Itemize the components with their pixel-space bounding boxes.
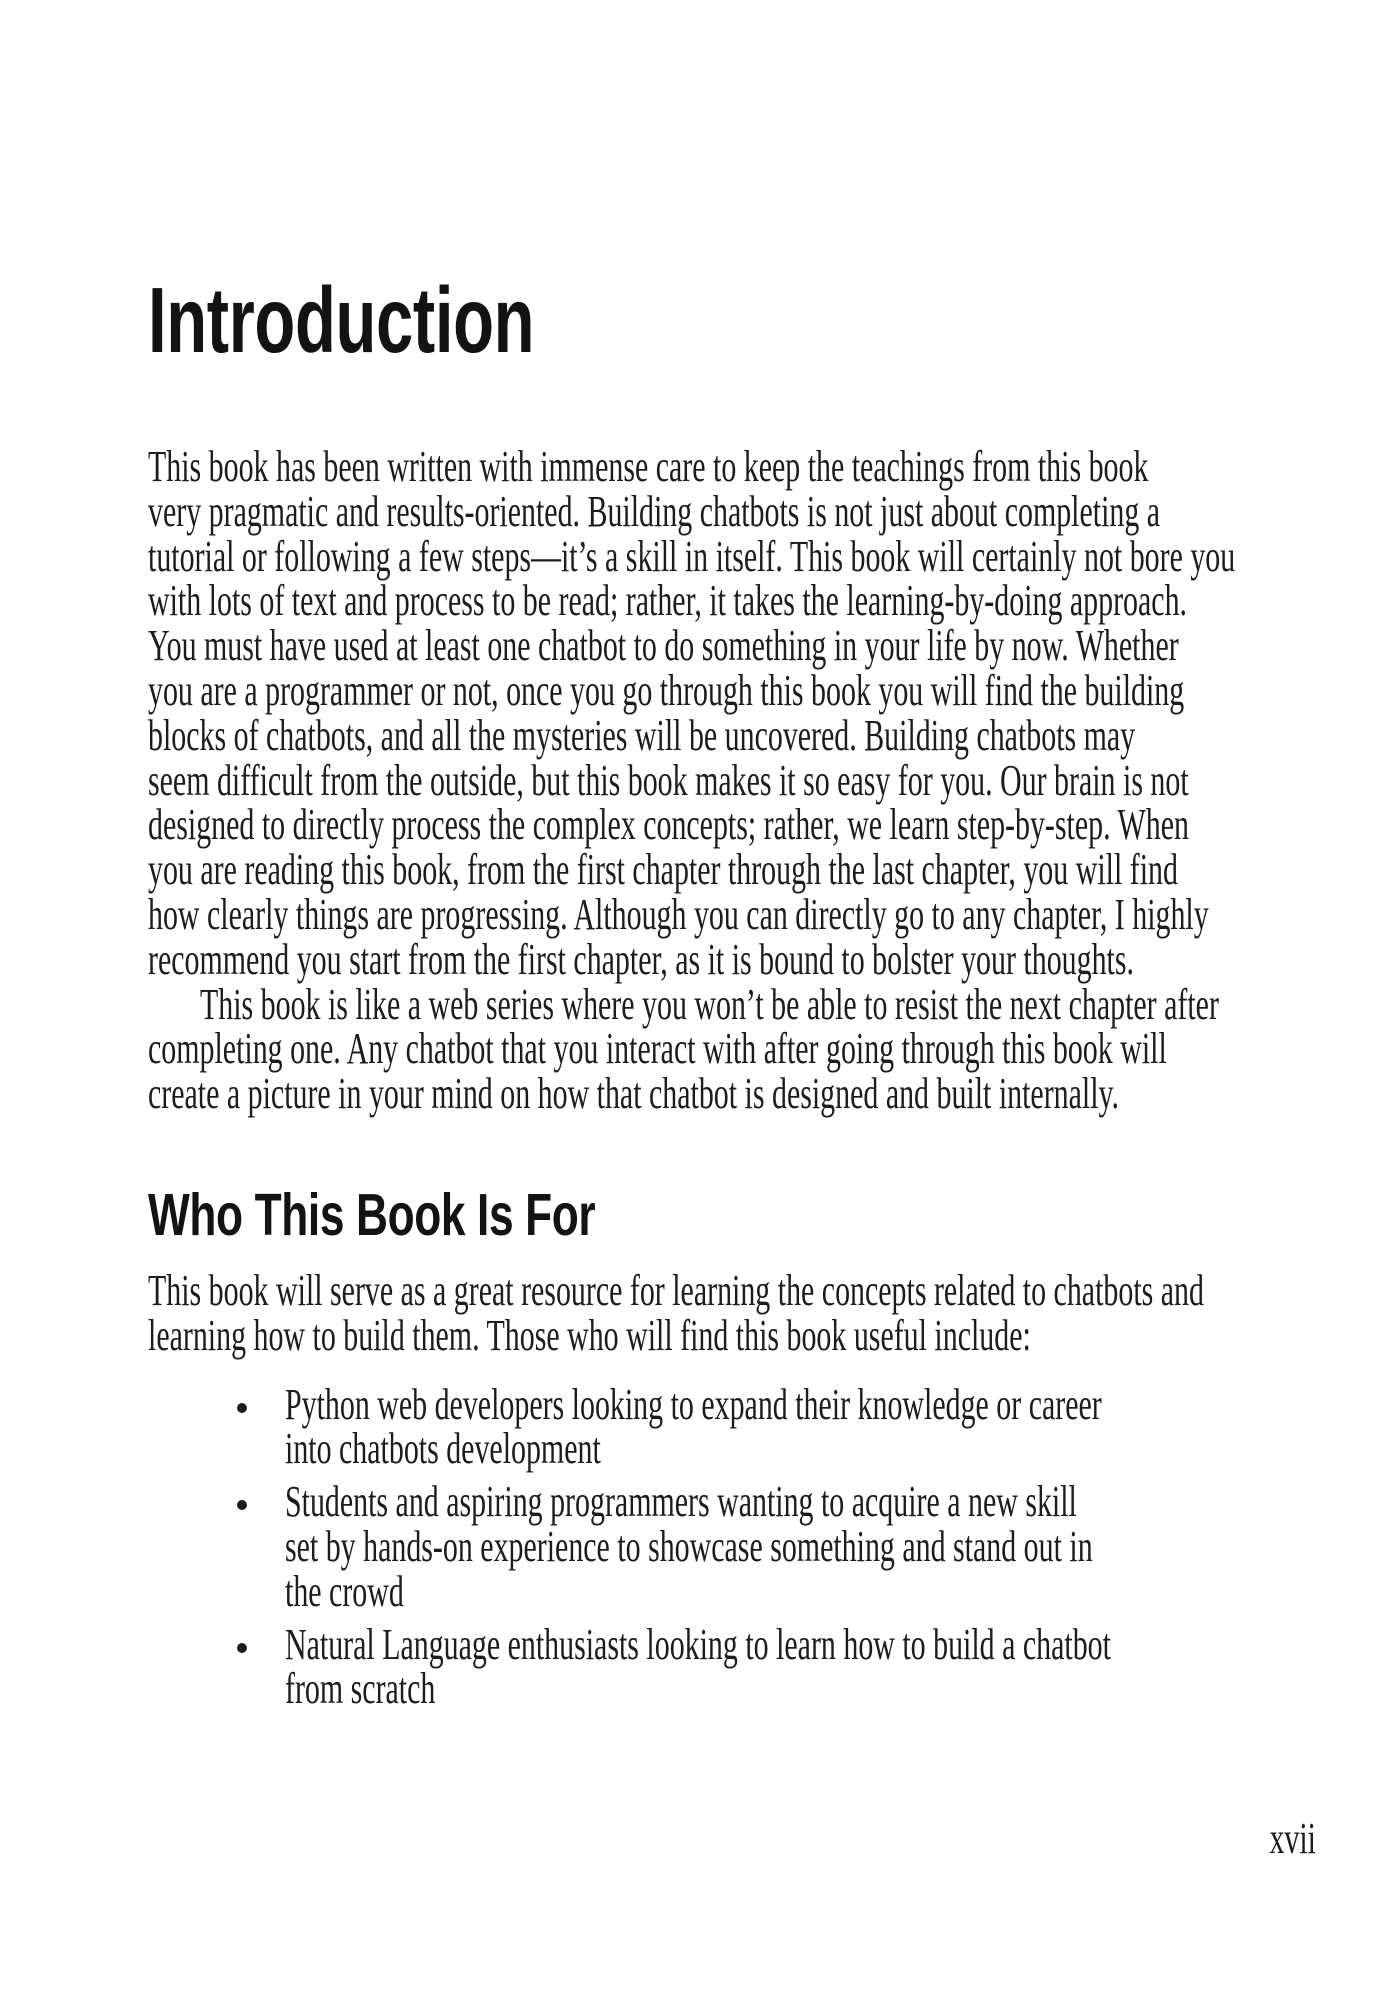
bullet-text: [285, 1477, 1300, 1616]
intro-section: [148, 442, 1300, 1119]
text-line: tutorial or following a few steps—it’s a skill in itself. This book will certainly not bore you: [148, 531, 1236, 581]
text-line: create a picture in your mind on how that chatbot is designed and built internally.: [148, 1069, 1120, 1119]
list-item: [148, 1619, 1300, 1714]
text-line: recommend you start from the first chapter, as it is bound to bolster your thoughts.: [148, 934, 1134, 984]
section-heading: Who This Book Is For: [148, 1181, 596, 1248]
text-line: into chatbots development: [285, 1424, 601, 1474]
text-line: designed to directly process the complex concepts; rather, we learn step-by-step. When: [148, 800, 1189, 850]
text-line: learning how to build them. Those who will find this book useful include:: [148, 1310, 1031, 1360]
text-line: with lots of text and process to be read; rather, it takes the learning-by-doing approach.: [148, 576, 1188, 626]
text-line: This book is like a web series where you won’t be able to resist the next chapter after: [200, 979, 1219, 1029]
paragraph: [148, 1265, 1300, 1360]
paragraph: [148, 979, 1300, 1119]
bullet-dot-icon: [237, 1623, 285, 1653]
text-line: you are a programmer or not, once you go through this book you will find the building: [148, 665, 1185, 715]
text-line: Python web developers looking to expand their knowledge or career: [285, 1379, 1102, 1429]
list-item: [148, 1379, 1300, 1474]
list-item: [148, 1477, 1300, 1616]
text-line: You must have used at least one chatbot to do something in your life by now. Whether: [148, 621, 1179, 671]
page-number: xvii: [1269, 1814, 1316, 1864]
text-line: very pragmatic and results-oriented. Building chatbots is not just about completing a: [148, 486, 1161, 536]
text-line: Students and aspiring programmers wanting to acquire a new skill: [285, 1477, 1077, 1527]
audience-bullet-list: [148, 1379, 1300, 1714]
chapter-title: Introduction: [148, 268, 535, 372]
text-line: completing one. Any chatbot that you interact with after going through this book will: [148, 1024, 1167, 1074]
text-line: how clearly things are progressing. Although you can directly go to any chapter, I highly: [148, 889, 1209, 939]
text-line: set by hands-on experience to showcase something and stand out in: [285, 1521, 1093, 1571]
paragraph: [148, 442, 1300, 984]
bullet-dot-icon: [237, 1383, 285, 1413]
text-line: This book has been written with immense care to keep the teachings from this book: [148, 442, 1149, 491]
text-line: Natural Language enthusiasts looking to learn how to build a chatbot: [285, 1619, 1111, 1669]
text-line: This book will serve as a great resource for learning the concepts related to chatbots and: [148, 1265, 1204, 1315]
bullet-text: [285, 1379, 1300, 1474]
text-line: seem difficult from the outside, but this book makes it so easy for you. Our brain is not: [148, 755, 1189, 805]
text-line: blocks of chatbots, and all the mysteries will be uncovered. Building chatbots may: [148, 710, 1136, 760]
text-line: from scratch: [285, 1664, 436, 1714]
bullet-text: [285, 1619, 1300, 1714]
bullet-dot-icon: [237, 1480, 285, 1510]
text-line: you are reading this book, from the first chapter through the last chapter, you will find: [148, 845, 1178, 895]
page-footer: [148, 1814, 1316, 1864]
text-line: the crowd: [285, 1566, 404, 1616]
